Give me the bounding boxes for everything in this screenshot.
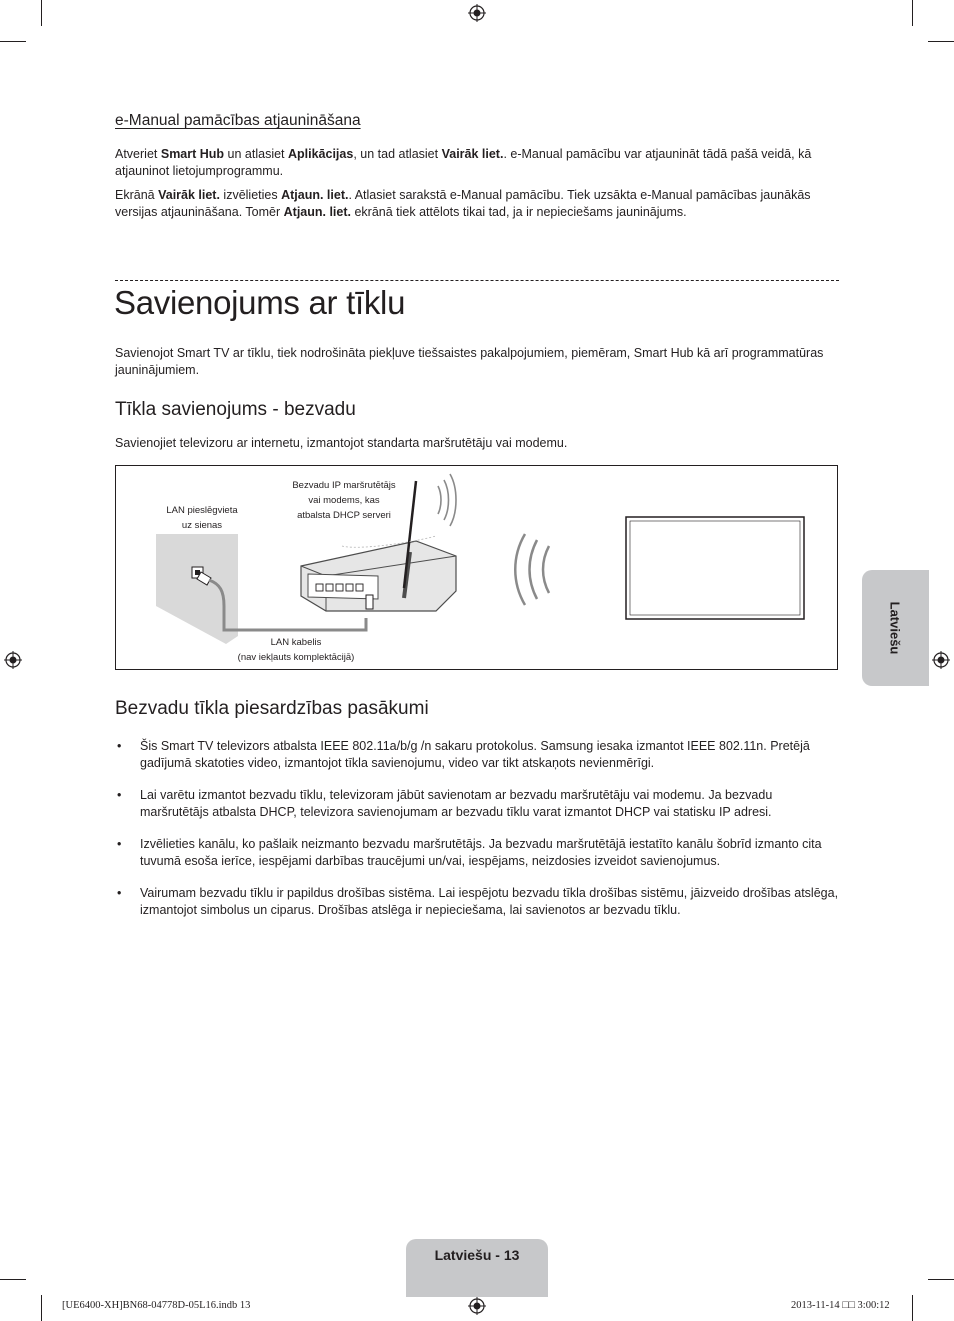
crop-mark <box>928 1279 954 1280</box>
section-divider <box>115 280 839 281</box>
language-side-tab <box>862 570 929 686</box>
crop-mark <box>41 0 42 26</box>
date-slug: 2013-11-14 □□ 3:00:12 <box>791 1300 890 1311</box>
registration-mark-icon <box>4 651 22 669</box>
wireless-signal-icon <box>515 534 549 605</box>
list-item: • Šis Smart TV televizors atbalsta IEEE 802.11a/b/g /n sakaru protokolus. Samsung iesaka izmantot IEEE 802.11n. Pretējā gadījumā skatoties video, izmantojot tīkla savienojumu, video var tikt atskaņots nevienmērīgi. <box>115 738 841 772</box>
page-number: Latviešu - 13 <box>434 1247 520 1263</box>
crop-mark <box>41 1295 42 1321</box>
registration-mark-icon <box>468 4 486 22</box>
wireless-text: Savienojiet televizoru ar internetu, izmantojot standarta maršrutētāju vai modemu. <box>115 436 568 450</box>
wall-port-label: LAN pieslēgvieta uz sienas <box>166 505 238 531</box>
wall-outlet <box>156 534 238 644</box>
crop-mark <box>0 41 26 42</box>
router-label: Bezvadu IP maršrutētājs vai modems, kas atbalsta DHCP serveri <box>292 480 396 521</box>
crop-mark <box>912 0 913 26</box>
crop-mark <box>912 1295 913 1321</box>
list-item: • Vairumam bezvadu tīklu ir papildus drošības sistēma. Lai iespējotu bezvadu tīkla drošības sistēmu, jāizveido drošības atslēga, izmantojot simbolus un ciparus. Drošības atslēga ir nepieciešama, lai savienotos ar bezvadu tīklu. <box>115 885 841 919</box>
language-side-tab-label: Latviešu <box>887 601 903 655</box>
crop-mark <box>928 41 954 42</box>
precautions-list <box>115 738 841 919</box>
manual-update-heading: e-Manual pamācības atjaunināšana <box>115 112 361 129</box>
registration-mark-icon <box>932 651 950 669</box>
wireless-heading: Tīkla savienojums - bezvadu <box>115 399 356 420</box>
list-item: • Lai varētu izmantot bezvadu tīklu, televizoram jābūt savienotam ar bezvadu maršrutētāju vai modemu. Ja bezvadu maršrutētājs atbalsta DHCP, televizora savienojumam ar bezvadu tīklu varat izmantot DHCP vai statisku IP adresi. <box>115 787 841 821</box>
list-item: • Izvēlieties kanālu, ko pašlaik neizmanto bezvadu maršrutētājs. Ja bezvadu maršrutētājā iestatīto kanālu šobrīd izmanto cita tuvumā esoša ierīce, iespējami darbības traucējumi un/vai, iespējams, neizdosies izveidot savienojumus. <box>115 836 841 870</box>
precautions-heading: Bezvadu tīkla piesardzības pasākumi <box>115 698 429 719</box>
page-number-tab <box>406 1239 548 1297</box>
cable-label: LAN kabelis (nav iekļauts komplektācijā) <box>237 637 355 663</box>
registration-mark-icon <box>468 1297 486 1315</box>
page-title: Savienojums ar tīklu <box>114 284 406 321</box>
tv-icon <box>626 517 804 619</box>
manual-update-paragraph-2: Ekrānā Vairāk liet. izvēlieties Atjaun. liet.. Atlasiet sarakstā e-Manual pamācību. Tiek uzsākta e-Manual pamācības jaunākās versijas atjaunināšana. Tomēr Atjaun. liet. ekrānā tiek attēlots tikai tad, ja ir nepieciešams jauninājums. <box>115 188 811 219</box>
network-intro: Savienojot Smart TV ar tīklu, tiek nodrošināta piekļuve tiešsaistes pakalpojumiem, piemēram, Smart Hub kā arī programmatūras jauninājumiem. <box>115 346 824 377</box>
manual-update-paragraph-1: Atveriet Smart Hub un atlasiet Aplikācijas, un tad atlasiet Vairāk liet.. e-Manual pamācību var atjaunināt tādā pašā veidā, kā atjauninot lietojumprogrammu. <box>115 147 812 178</box>
wireless-diagram <box>115 465 838 670</box>
crop-mark <box>0 1279 26 1280</box>
router-wireless-signal-icon <box>438 474 456 526</box>
file-slug: [UE6400-XH]BN68-04778D-05L16.indb 13 <box>62 1300 251 1311</box>
